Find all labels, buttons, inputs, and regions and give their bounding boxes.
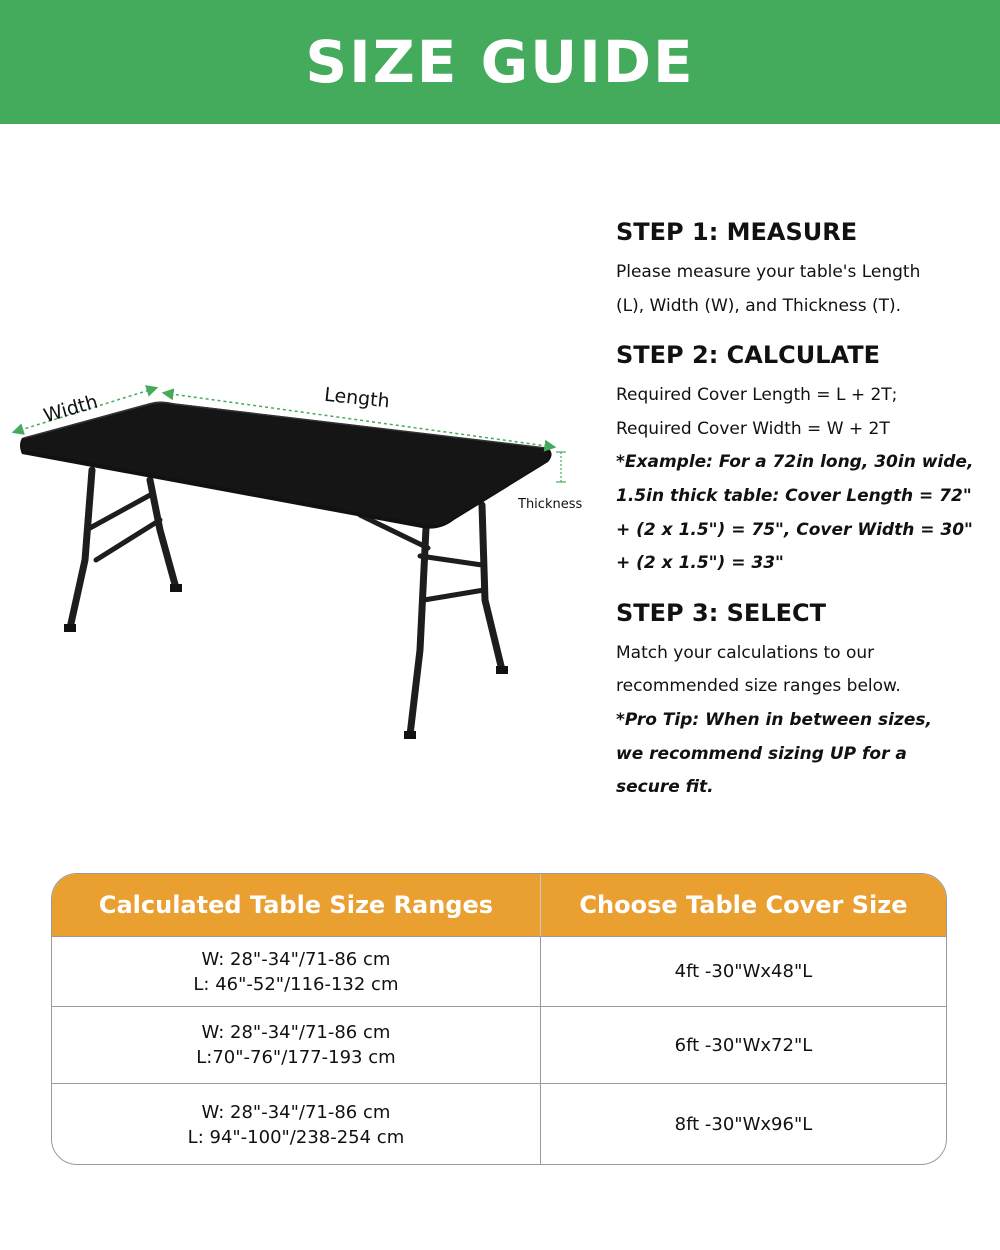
- header-banner: [0, 0, 1000, 124]
- pro-tip-line: secure fit.: [616, 777, 714, 798]
- width-label: Width: [41, 390, 101, 428]
- range-length: L: 94"-100"/238-254 cm: [187, 1126, 405, 1148]
- step3-title: STEP 3: SELECT: [616, 598, 826, 627]
- example-line: + (2 x 1.5") = 75", Cover Width = 30": [616, 519, 973, 540]
- table-row: [52, 936, 946, 1006]
- step2-body: [616, 379, 986, 581]
- range-length: L:70"-76"/177-193 cm: [196, 1047, 396, 1068]
- pro-tip-line: we recommend sizing UP for a: [616, 743, 907, 764]
- size-table: [51, 873, 947, 1165]
- example-line: *Example: For a 72in long, 30in wide,: [616, 452, 974, 473]
- range-cell: [52, 1084, 541, 1165]
- step1-title: STEP 1: MEASURE: [616, 218, 858, 246]
- step-calculate: [616, 337, 986, 581]
- range-length: L: 46"-52"/116-132 cm: [193, 973, 399, 995]
- range-cell: [52, 937, 541, 1006]
- step-measure: [616, 214, 986, 323]
- table-illustration: [0, 370, 600, 750]
- header-cell-cover: Choose Table Cover Size: [579, 891, 908, 919]
- page-title: SIZE GUIDE: [305, 28, 695, 96]
- table-row: [52, 1083, 946, 1165]
- step2-title: STEP 2: CALCULATE: [616, 341, 880, 370]
- step1-line: Please measure your table's Length: [616, 262, 921, 282]
- length-label: Length: [323, 383, 391, 413]
- example-line: 1.5in thick table: Cover Length = 72": [616, 485, 972, 506]
- range-width: W: 28"-34"/71-86 cm: [201, 1022, 391, 1043]
- cover-cell: [541, 937, 946, 1006]
- example-line: + (2 x 1.5") = 33": [616, 553, 784, 574]
- table-header-row: [52, 874, 946, 936]
- step2-line: Required Cover Width = W + 2T: [616, 418, 890, 439]
- range-cell: [52, 1007, 541, 1083]
- cover-size: 8ft -30"Wx96"L: [674, 1114, 813, 1135]
- step3-line: Match your calculations to our: [616, 642, 875, 663]
- steps-panel: [616, 214, 986, 805]
- step-select: [616, 595, 986, 805]
- table-diagram: [0, 370, 600, 750]
- table-row: [52, 1006, 946, 1083]
- cover-cell: [541, 1007, 946, 1083]
- step3-body: [616, 637, 986, 805]
- cover-size: 4ft -30"Wx48"L: [674, 961, 813, 982]
- step2-line: Required Cover Length = L + 2T;: [616, 385, 898, 406]
- range-width: W: 28"-34"/71-86 cm: [201, 948, 391, 970]
- range-width: W: 28"-34"/71-86 cm: [201, 1101, 391, 1123]
- pro-tip-line: *Pro Tip: When in between sizes,: [616, 709, 932, 730]
- cover-cell: [541, 1084, 946, 1165]
- table-top: [20, 402, 552, 529]
- header-cell-ranges: Calculated Table Size Ranges: [52, 874, 541, 936]
- step1-line: (L), Width (W), and Thickness (T).: [616, 295, 902, 316]
- cover-size: 6ft -30"Wx72"L: [674, 1034, 813, 1056]
- step1-body: [616, 256, 986, 323]
- thickness-label: Thickness: [518, 497, 583, 512]
- step3-line: recommended size ranges below.: [616, 676, 901, 697]
